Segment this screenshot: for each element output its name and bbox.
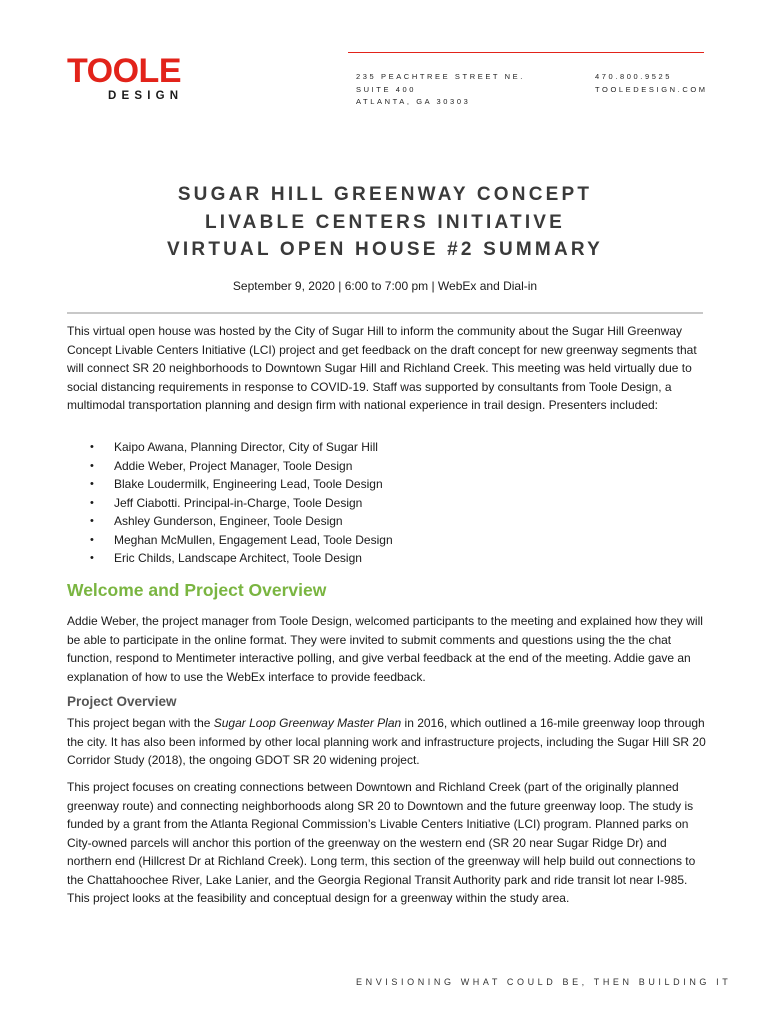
presenter-item: • Kaipo Awana, Planning Director, City of Sugar Hill xyxy=(90,438,393,457)
header-rule xyxy=(348,52,704,53)
presenter-item: • Ashley Gunderson, Engineer, Toole Design xyxy=(90,512,393,531)
title-line-1: SUGAR HILL GREENWAY CONCEPT xyxy=(177,184,593,205)
presenter-item: • Addie Weber, Project Manager, Toole Design xyxy=(90,457,393,476)
presenter-item: • Meghan McMullen, Engagement Lead, Toole Design xyxy=(90,531,393,550)
meeting-details: September 9, 2020 | 6:00 to 7:00 pm | WebEx and Dial-in xyxy=(232,279,538,293)
address-line: SUITE 400 xyxy=(356,84,417,94)
project-overview-heading: Project Overview xyxy=(67,694,177,709)
title-line-2: LIVABLE CENTERS INITIATIVE xyxy=(204,211,566,233)
presenter-item: • Eric Childs, Landscape Architect, Toole Design xyxy=(90,549,393,568)
title-line-3: VIRTUAL OPEN HOUSE #2 SUMMARY xyxy=(167,239,603,260)
intro-paragraph: This virtual open house was hosted by the City of Sugar Hill to inform the community about the Sugar Hill Greenway Concept Livable Centers Initiative (LCI) project and get feedback on the draft concept for new greenway segments that will connect SR 20 neighborhoods to Downtown Sugar Hill and Richland Creek. This meeting was held virtually due to social distancing requirements in response to COVID-19. Staff was supported by consultants from Toole Design, a multimodal transportation planning and design firm with national experience in trail design. Presenters included: xyxy=(67,324,697,412)
project-overview-paragraph-2: This project focuses on creating connections between Downtown and Richland Creek (part of the originally planned greenway route) and connecting neighborhoods along SR 20 to Downtown and the future greenway loop. The study is funded by a grant from the Atlanta Regional Commission’s Livable Centers Initiative (LCI) program. Planned parks on City-owned parcels will anchor this portion of the greenway on the western end (SR 20 near Sugar Ridge Dr) and northern end (Hillcrest Dr at Richland Creek). Long term, this section of the greenway will help build out connections to the Chattahoochee River, Lake Lanier, and the Georgia Regional Transit Authority park and ride transit lot near I-985. This project looks at the feasibility and conceptual design for a greenway within the study area. xyxy=(67,780,696,905)
text-run: in 2016, which outlined a 16-mile greenway loop through the city. It has also been informed by other local planning work and infrastructure projects, including the Sugar Hill SR 20 Corridor Study (2018), the ongoing GDOT SR 20 widening project. xyxy=(67,716,706,767)
contact-block xyxy=(595,71,708,96)
phone-number: 470.800.9525 xyxy=(595,72,673,81)
footer-tagline: ENVISIONING WHAT COULD BE, THEN BUILDING IT xyxy=(356,977,732,987)
plan-title: Sugar Loop Greenway Master Plan xyxy=(213,716,402,730)
address-line: 235 PEACHTREE STREET NE. xyxy=(356,72,525,81)
address-block xyxy=(356,71,525,109)
presenter-item: • Blake Loudermilk, Engineering Lead, Toole Design xyxy=(90,475,393,494)
logo-wordmark-bottom: DESIGN xyxy=(108,90,184,102)
address-line: ATLANTA, GA 30303 xyxy=(356,97,471,106)
presenter-item: • Jeff Ciabotti. Principal-in-Charge, Toole Design xyxy=(90,494,393,513)
website-url: TOOLEDESIGN.COM xyxy=(595,84,708,94)
logo-wordmark-top: TOOLE xyxy=(67,52,181,90)
welcome-paragraph: Addie Weber, the project manager from Toole Design, welcomed participants to the meeting and explained how they will be able to participate in the online format. They were invited to submit comments and questions using the the chat function, respond to Mentimeter interactive polling, and give verbal feedback at the end of the meeting. Addie gave an explanation of how to use the WebEx interface to provide feedback. xyxy=(67,614,703,684)
section-divider xyxy=(67,312,703,314)
toole-design-logo xyxy=(67,52,191,102)
text-run: This project began with the xyxy=(67,716,214,730)
project-overview-paragraph-1 xyxy=(67,714,709,770)
document-title xyxy=(0,181,770,264)
welcome-heading: Welcome and Project Overview xyxy=(67,580,327,600)
presenters-list xyxy=(90,438,393,568)
